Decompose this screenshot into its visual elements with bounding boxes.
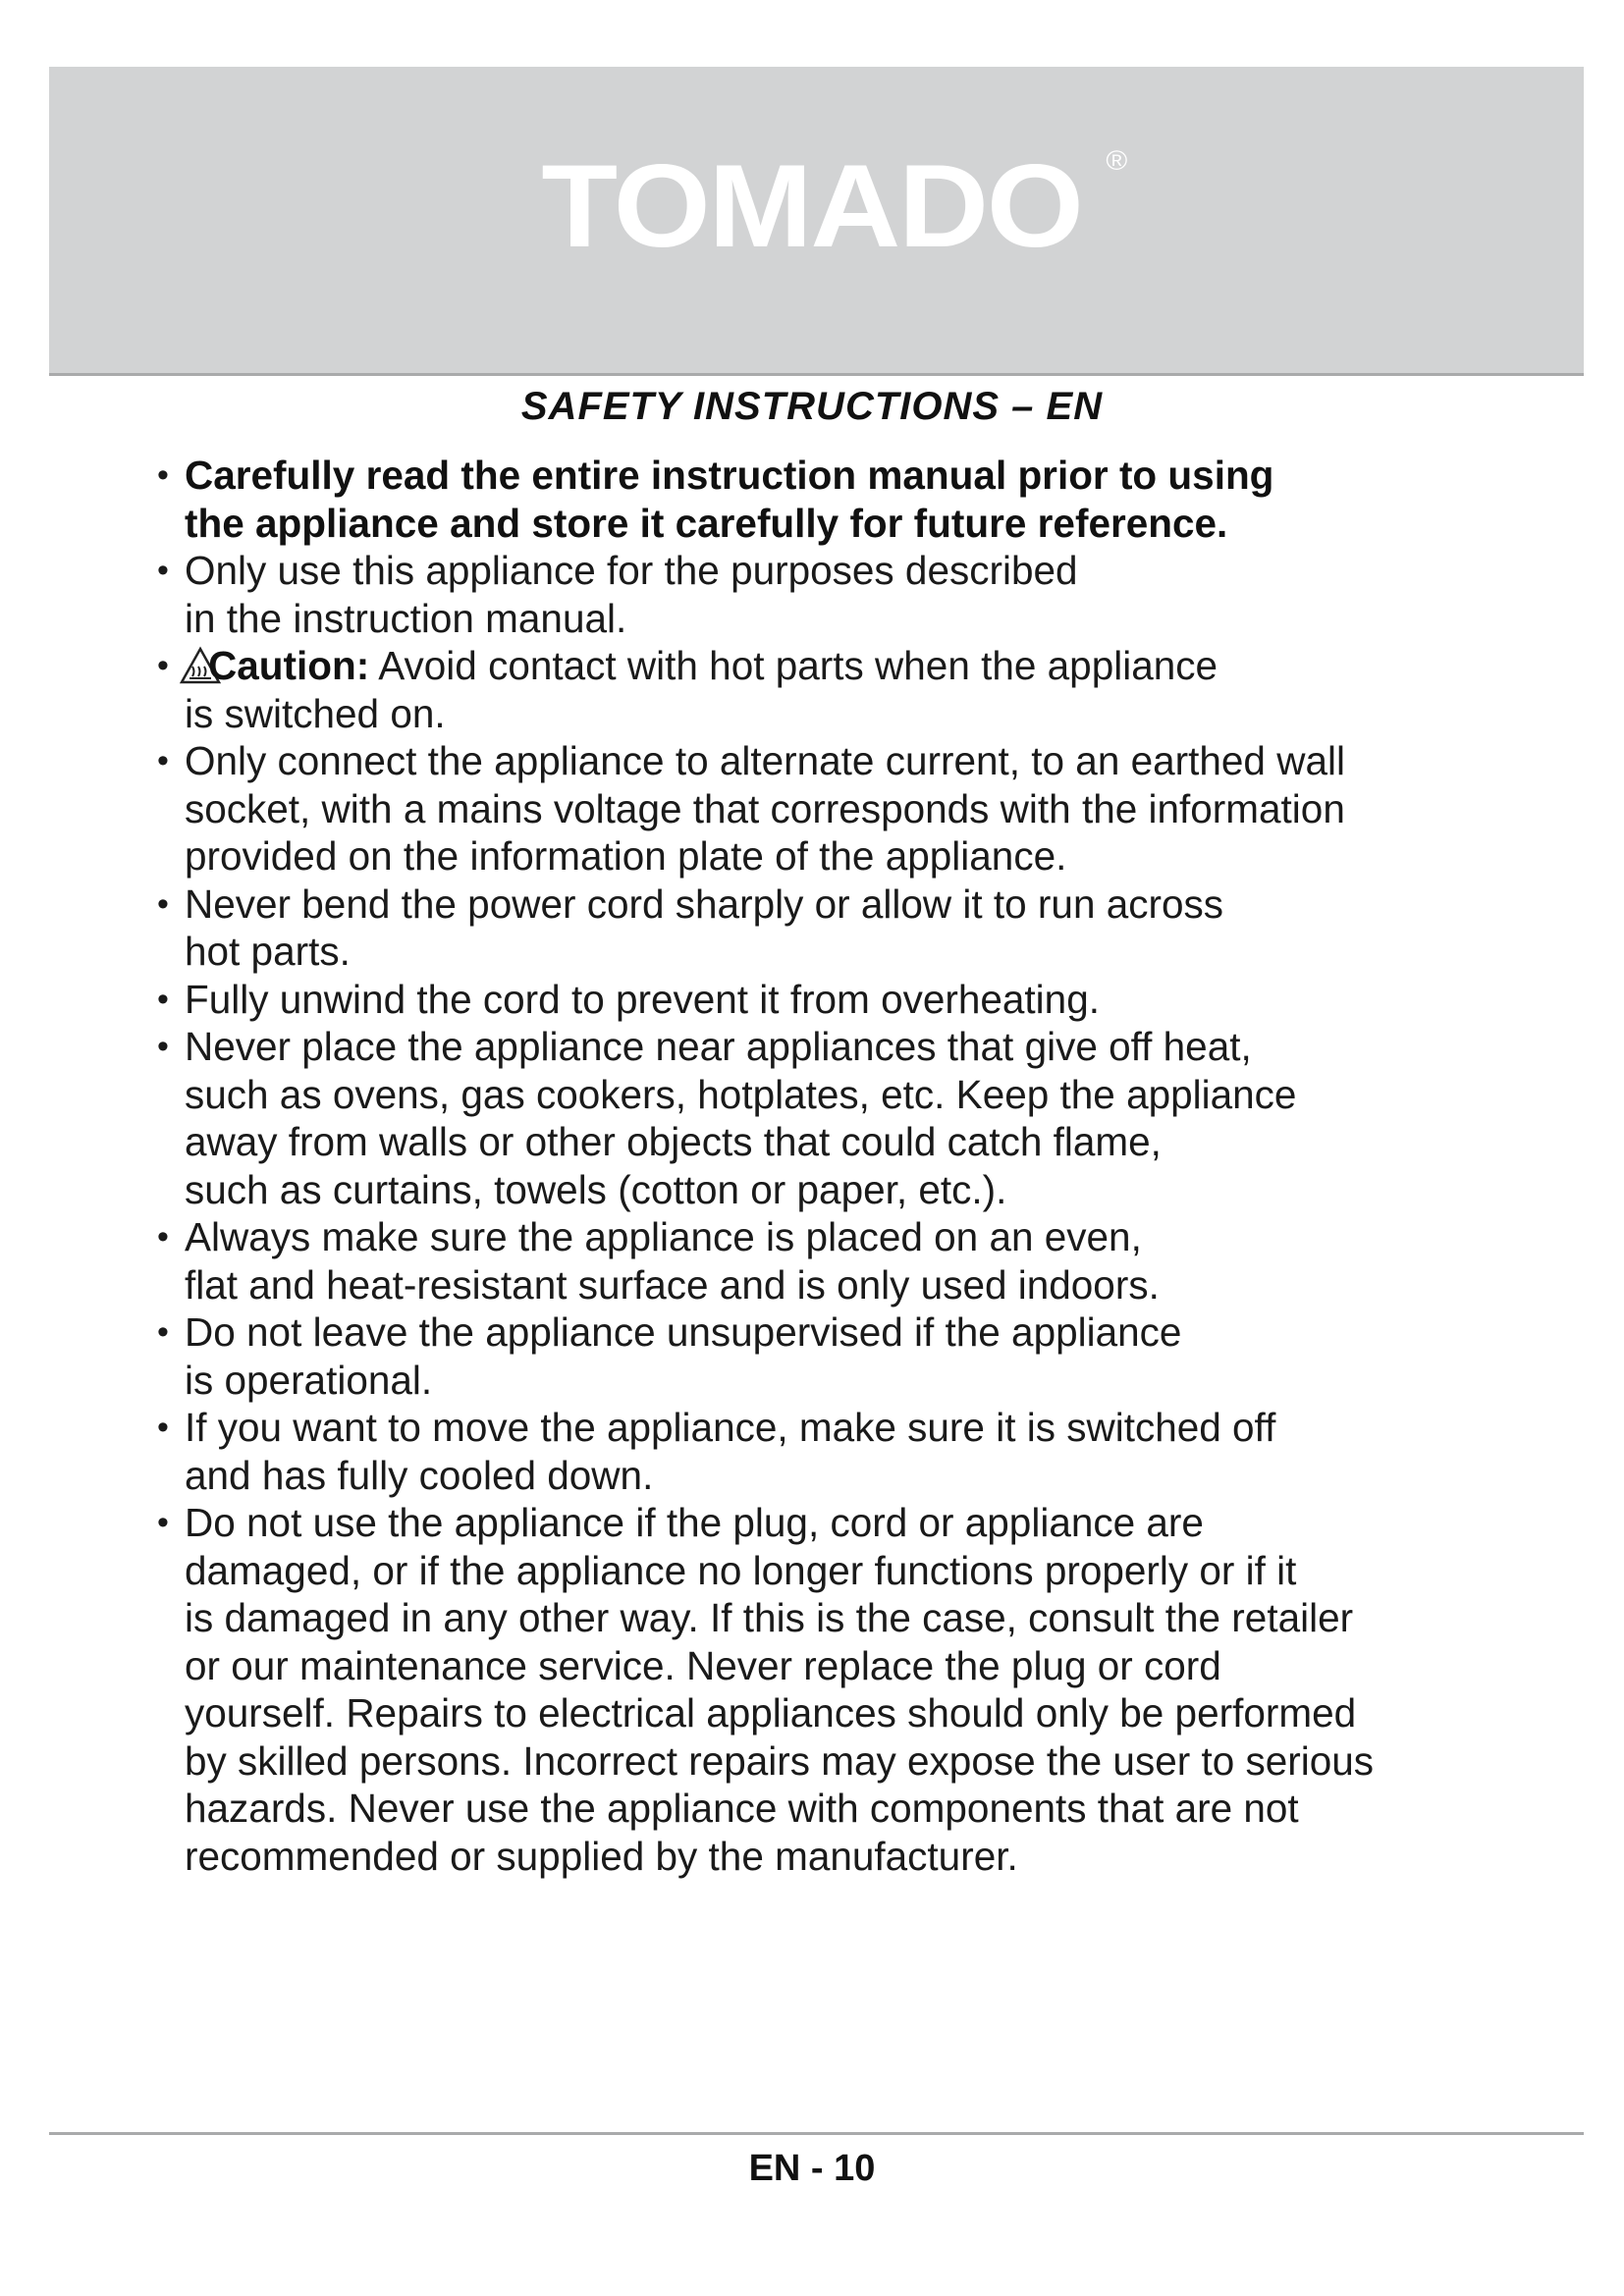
list-item xyxy=(157,1213,1532,1308)
instruction-line: provided on the information plate of the appliance. xyxy=(185,833,1067,879)
instruction-line: flat and heat-resistant surface and is only used indoors. xyxy=(185,1261,1160,1308)
instruction-line: such as ovens, gas cookers, hotplates, etc. Keep the appliance xyxy=(185,1071,1297,1117)
instruction-text: Avoid contact with hot parts when the appliance xyxy=(378,643,1218,688)
bullet-icon: • xyxy=(157,1504,169,1541)
instruction-line: by skilled persons. Incorrect repairs may expose the user to serious xyxy=(185,1737,1375,1784)
safety-instructions-list xyxy=(157,452,1532,1880)
instruction-line: Do not leave the appliance unsupervised if the appliance xyxy=(185,1309,1182,1355)
bullet-icon: • xyxy=(157,980,169,1018)
bullet-icon: • xyxy=(157,552,169,589)
page-number: EN - 10 xyxy=(748,2148,876,2189)
footer-divider xyxy=(49,2132,1584,2135)
list-item xyxy=(157,1404,1532,1499)
instruction-line: such as curtains, towels (cotton or paper, etc.). xyxy=(185,1166,1007,1212)
instruction-line: recommended or supplied by the manufacturer. xyxy=(185,1833,1018,1879)
bullet-icon: • xyxy=(157,456,169,494)
instruction-line xyxy=(185,642,1532,690)
bullet-icon: • xyxy=(157,647,169,684)
bullet-icon: • xyxy=(157,742,169,779)
list-item xyxy=(157,547,1532,642)
instruction-line: away from walls or other objects that could catch flame, xyxy=(185,1119,1162,1164)
instruction-line: and has fully cooled down. xyxy=(185,1452,654,1498)
list-item xyxy=(157,1499,1532,1880)
caution-label: Caution: xyxy=(208,643,370,688)
instruction-line: the appliance and store it carefully for future reference. xyxy=(185,500,1228,546)
list-item xyxy=(157,881,1532,976)
brand-name: TOMADO xyxy=(541,140,1083,272)
instruction-line: or our maintenance service. Never replace the plug or cord xyxy=(185,1642,1221,1688)
list-item xyxy=(157,976,1532,1024)
bullet-icon: • xyxy=(157,884,169,923)
instruction-line: yourself. Repairs to electrical appliances should only be performed xyxy=(185,1690,1357,1735)
instruction-line: is operational. xyxy=(185,1357,433,1403)
instruction-line: Only connect the appliance to alternate current, to an earthed wall xyxy=(185,738,1345,783)
instruction-line: Carefully read the entire instruction manual prior to using xyxy=(185,453,1274,498)
instruction-line: Fully unwind the cord to prevent it from overheating. xyxy=(185,976,1100,1022)
registered-mark: ® xyxy=(1106,145,1126,176)
instruction-line: is switched on. xyxy=(185,690,446,736)
instruction-line: socket, with a mains voltage that corresponds with the information xyxy=(185,785,1345,831)
bullet-icon: • xyxy=(157,1028,169,1065)
list-item xyxy=(157,1023,1532,1213)
list-item xyxy=(157,452,1532,547)
list-item xyxy=(157,642,1532,737)
instruction-line: hazards. Never use the appliance with components that are not xyxy=(185,1786,1299,1831)
instruction-line: If you want to move the appliance, make sure it is switched off xyxy=(185,1405,1276,1450)
bullet-icon: • xyxy=(157,1313,169,1351)
brand-logo xyxy=(541,140,1126,272)
page-title: SAFETY INSTRUCTIONS – EN xyxy=(520,385,1104,428)
instruction-line: hot parts. xyxy=(185,929,351,974)
instruction-line: Always make sure the appliance is placed on an even, xyxy=(185,1214,1142,1259)
instruction-line: damaged, or if the appliance no longer functions properly or if it xyxy=(185,1547,1297,1593)
list-item xyxy=(157,737,1532,881)
instruction-line: Never place the appliance near appliances that give off heat, xyxy=(185,1024,1252,1069)
instruction-line: is damaged in any other way. If this is the case, consult the retailer xyxy=(185,1595,1354,1640)
bullet-icon: • xyxy=(157,1409,169,1446)
instruction-line: Do not use the appliance if the plug, cord or appliance are xyxy=(185,1500,1204,1545)
instruction-line: in the instruction manual. xyxy=(185,595,627,641)
brand-logo-wrap xyxy=(0,140,1624,272)
list-item xyxy=(157,1308,1532,1404)
bullet-icon: • xyxy=(157,1218,169,1255)
instruction-line: Only use this appliance for the purposes described xyxy=(185,548,1078,593)
instruction-line: Never bend the power cord sharply or allow it to run across xyxy=(185,881,1224,927)
